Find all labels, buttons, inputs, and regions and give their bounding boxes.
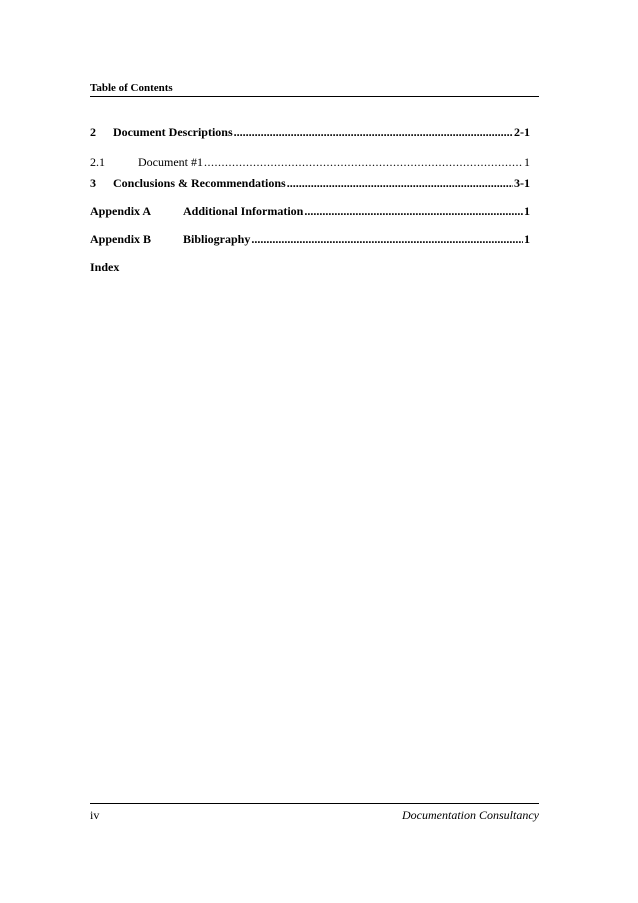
toc-dot-leader: [251, 231, 523, 247]
toc-entry-number: 2: [90, 125, 96, 139]
footer-organization: Documentation Consultancy: [402, 808, 539, 822]
toc-entry-page: 3-1: [514, 176, 530, 190]
toc-entry-title: Document #1: [138, 155, 203, 169]
toc-entry-title: Document Descriptions: [113, 125, 233, 139]
toc-dot-leader: [234, 124, 513, 140]
toc-entry-page: 2-1: [514, 125, 530, 139]
footer-page-number: iv: [90, 808, 100, 822]
header-title: Table of Contents: [90, 82, 173, 94]
toc-entry-number: Appendix B: [90, 232, 152, 246]
toc-entry-conclusions[interactable]: [90, 175, 530, 191]
toc-entry-document-descriptions[interactable]: [90, 124, 530, 140]
toc-entry-title: Bibliography: [183, 232, 251, 246]
toc-entry-title: Conclusions & Recommendations: [113, 176, 286, 190]
toc-entry-page: 1: [524, 155, 530, 169]
page-footer: [90, 803, 539, 822]
toc-entry-title: Index: [90, 260, 120, 274]
toc-entry-page: 1: [524, 232, 530, 246]
toc-entry-index[interactable]: [90, 259, 530, 275]
toc-entry-appendix-b[interactable]: [90, 231, 530, 247]
page-header: [90, 80, 539, 97]
toc-dot-leader: [304, 203, 523, 219]
toc-entry-page: 1: [524, 204, 530, 218]
toc-entry-title: Additional Information: [183, 204, 304, 218]
toc-entry-number: 2.1: [90, 155, 105, 169]
toc-entry-number: Appendix A: [90, 204, 152, 218]
toc-entry-document-1[interactable]: [90, 154, 530, 170]
toc-dot-leader: [204, 154, 523, 170]
toc-entry-appendix-a[interactable]: [90, 203, 530, 219]
toc-entry-number: 3: [90, 176, 96, 190]
toc-dot-leader: [287, 175, 513, 191]
